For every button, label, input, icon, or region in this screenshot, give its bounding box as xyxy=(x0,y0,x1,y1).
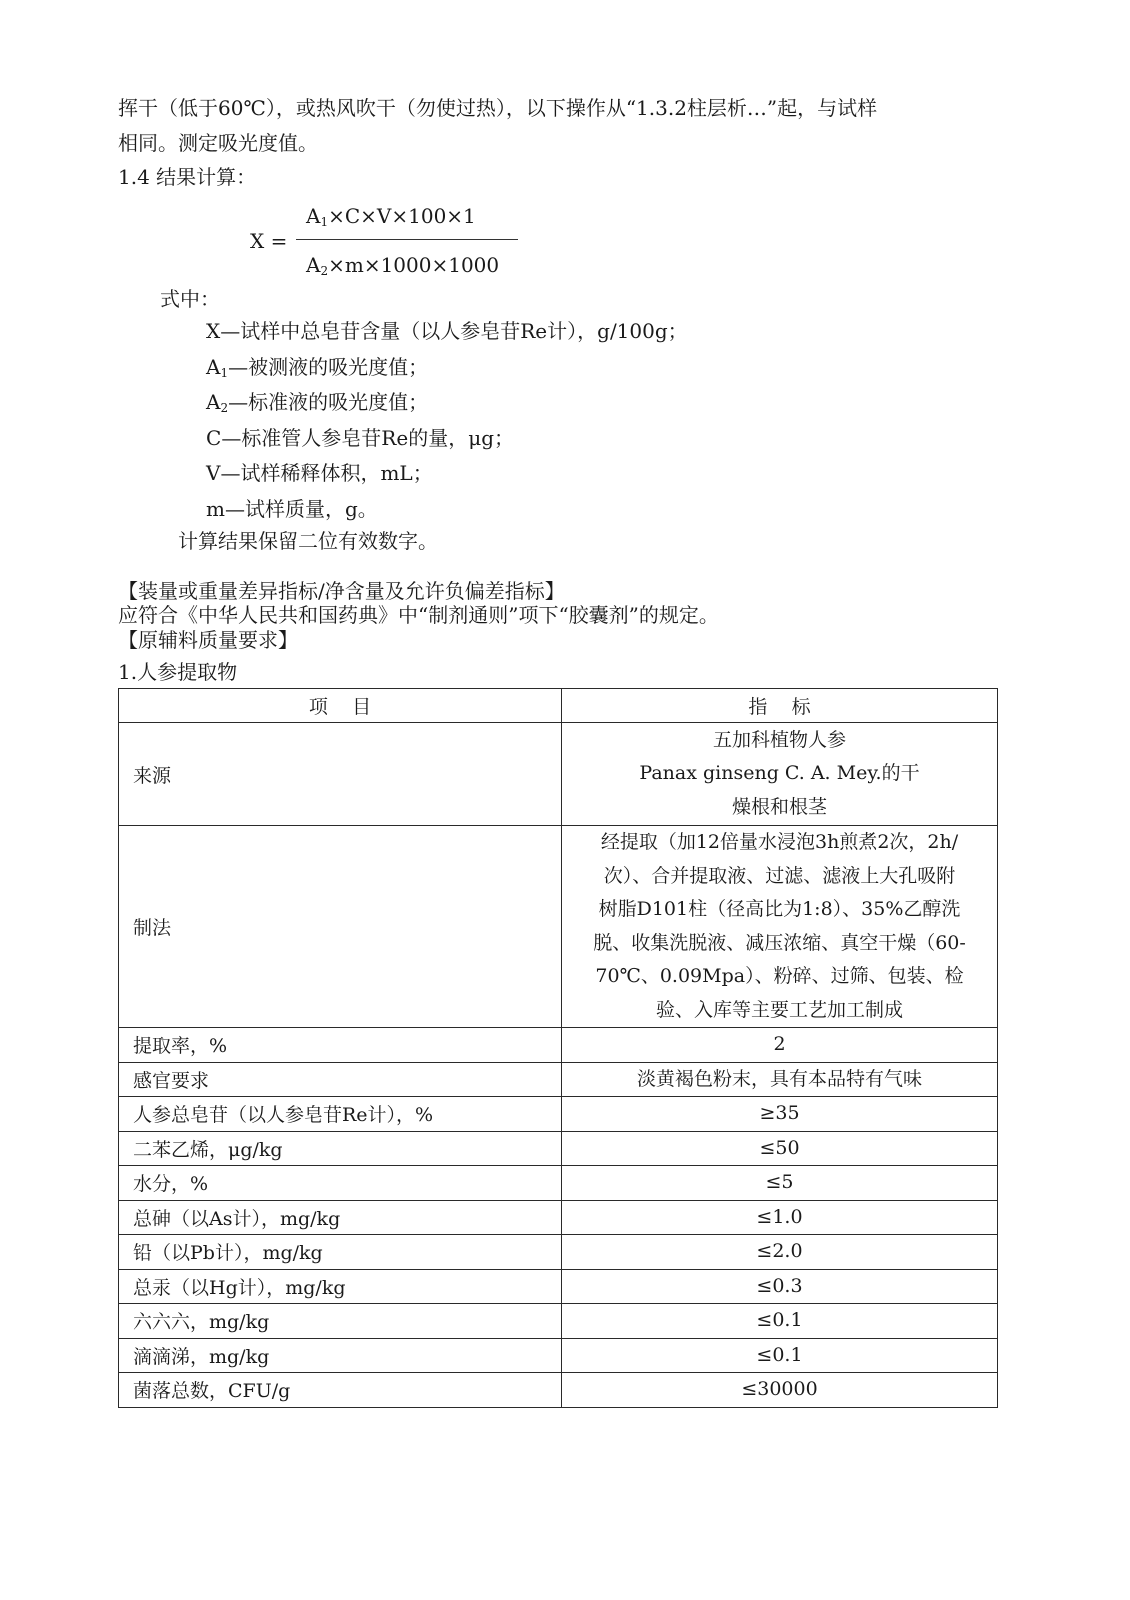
table-row xyxy=(119,1062,998,1097)
row-item: 感官要求 xyxy=(119,1062,562,1097)
row-value: ≤50 xyxy=(562,1131,998,1166)
denominator-subscript: 2 xyxy=(320,264,329,278)
legend-symbol: A xyxy=(206,390,221,414)
row-item: 人参总皂苷（以人参皂苷Re计），% xyxy=(119,1097,562,1132)
row-value: ≤30000 xyxy=(562,1373,998,1408)
formula-lhs: X = xyxy=(250,229,288,253)
table-row xyxy=(119,1304,998,1339)
table-row xyxy=(119,1200,998,1235)
source-line: 五加科植物人参 xyxy=(712,728,846,751)
table-row xyxy=(119,1166,998,1201)
legend-item xyxy=(206,318,688,344)
row-value: ≤0.3 xyxy=(562,1269,998,1304)
row-item: 六六六，mg/kg xyxy=(119,1304,562,1339)
row-value xyxy=(562,826,998,1028)
legend-item xyxy=(206,389,428,421)
intro-line-1: 挥干（低于60℃），或热风吹干（勿使过热），以下操作从“1.3.2柱层析…”起，与试样 xyxy=(118,96,878,120)
raw-material-heading: 【原辅料质量要求】 xyxy=(118,628,298,652)
method-line: 脱、收集洗脱液、减压浓缩、真空干燥（60- xyxy=(593,931,966,954)
method-line: 次）、合并提取液、过滤、滤液上大孔吸附 xyxy=(603,864,956,887)
row-item: 滴滴涕，mg/kg xyxy=(119,1338,562,1373)
table-row xyxy=(119,1235,998,1270)
legend-note: 计算结果保留二位有效数字。 xyxy=(178,529,438,553)
legend-symbol: m xyxy=(206,496,225,521)
legend-symbol: A xyxy=(206,354,221,379)
header-spec: 指 标 xyxy=(562,689,998,723)
legend-symbol: C xyxy=(206,425,222,450)
method-line: 经提取（加12倍量水浸泡3h煎煮2次，2h/ xyxy=(600,831,959,853)
legend-text: —试样中总皂苷含量（以人参皂苷Re计），g/100g； xyxy=(220,319,688,343)
row-item: 二苯乙烯，μg/kg xyxy=(119,1131,562,1166)
method-line: 树脂D101柱（径高比为1:8）、35%乙醇洗 xyxy=(598,898,961,920)
weight-heading: 【装量或重量差异指标/净含量及允许负偏差指标】 xyxy=(118,579,565,603)
legend-text: —被测液的吸光度值； xyxy=(228,354,429,379)
denominator-symbol: A xyxy=(306,253,321,277)
legend-text: —试样稀释体积，mL； xyxy=(220,461,433,485)
method-line: 70℃、0.09Mpa）、粉碎、过筛、包装、检 xyxy=(595,965,964,987)
row-item: 菌落总数，CFU/g xyxy=(119,1373,562,1408)
formula-numerator xyxy=(306,203,476,235)
row-item: 铅（以Pb计），mg/kg xyxy=(119,1235,562,1270)
formula-denominator xyxy=(306,252,499,284)
denominator-rest: ×m×1000×1000 xyxy=(328,253,500,277)
weight-text: 应符合《中华人民共和国药典》中“制剂通则”项下“胶囊剂”的规定。 xyxy=(118,603,719,627)
table-row xyxy=(119,1373,998,1408)
legend-text: —试样质量，g。 xyxy=(224,496,378,521)
source-line: 燥根和根茎 xyxy=(731,795,827,818)
row-value: ≤5 xyxy=(562,1166,998,1201)
section-heading-result: 1.4 结果计算： xyxy=(118,165,257,189)
row-value: ≤0.1 xyxy=(562,1338,998,1373)
legend-intro: 式中： xyxy=(160,287,220,311)
table-row xyxy=(119,1338,998,1373)
row-value: ≥35 xyxy=(562,1097,998,1132)
row-item: 来源 xyxy=(119,723,562,826)
row-item: 制法 xyxy=(119,826,562,1028)
table-row xyxy=(119,1269,998,1304)
row-value xyxy=(562,723,998,826)
row-item: 水分，% xyxy=(119,1166,562,1201)
method-line: 验、入库等主要工艺加工制成 xyxy=(655,998,903,1021)
row-value: ≤0.1 xyxy=(562,1304,998,1339)
row-value: ≤2.0 xyxy=(562,1235,998,1270)
numerator-subscript: 1 xyxy=(320,215,329,229)
legend-symbol: X xyxy=(206,319,221,343)
table-row-source xyxy=(119,723,998,826)
row-item: 提取率，% xyxy=(119,1028,562,1063)
legend-item xyxy=(206,425,514,451)
spec-table xyxy=(118,688,998,1408)
row-item: 总砷（以As计），mg/kg xyxy=(119,1200,562,1235)
row-item: 总汞（以Hg计），mg/kg xyxy=(119,1269,562,1304)
table-row xyxy=(119,1028,998,1063)
legend-item xyxy=(206,354,428,386)
table-row xyxy=(119,1131,998,1166)
table-row-method xyxy=(119,826,998,1028)
source-line: Panax ginseng C. A. Mey.的干 xyxy=(639,762,920,785)
legend-subscript: 1 xyxy=(220,365,229,380)
row-value: 淡黄褐色粉末，具有本品特有气味 xyxy=(562,1062,998,1097)
legend-subscript: 2 xyxy=(220,401,229,415)
legend-item xyxy=(206,496,378,522)
header-item: 项 目 xyxy=(119,689,562,723)
row-value: 2 xyxy=(562,1028,998,1063)
numerator-rest: ×C×V×100×1 xyxy=(328,204,476,228)
legend-symbol: V xyxy=(206,461,221,485)
legend-text: —标准液的吸光度值； xyxy=(228,390,429,414)
item-title: 1.人参提取物 xyxy=(118,660,238,684)
legend-text: —标准管人参皂苷Re的量，μg； xyxy=(221,425,515,450)
row-value: ≤1.0 xyxy=(562,1200,998,1235)
table-row xyxy=(119,1097,998,1132)
legend-item xyxy=(206,460,433,486)
table-header-row xyxy=(119,689,998,723)
intro-line-2: 相同。测定吸光度值。 xyxy=(118,131,318,155)
fraction-bar xyxy=(296,239,518,240)
numerator-symbol: A xyxy=(306,204,321,228)
